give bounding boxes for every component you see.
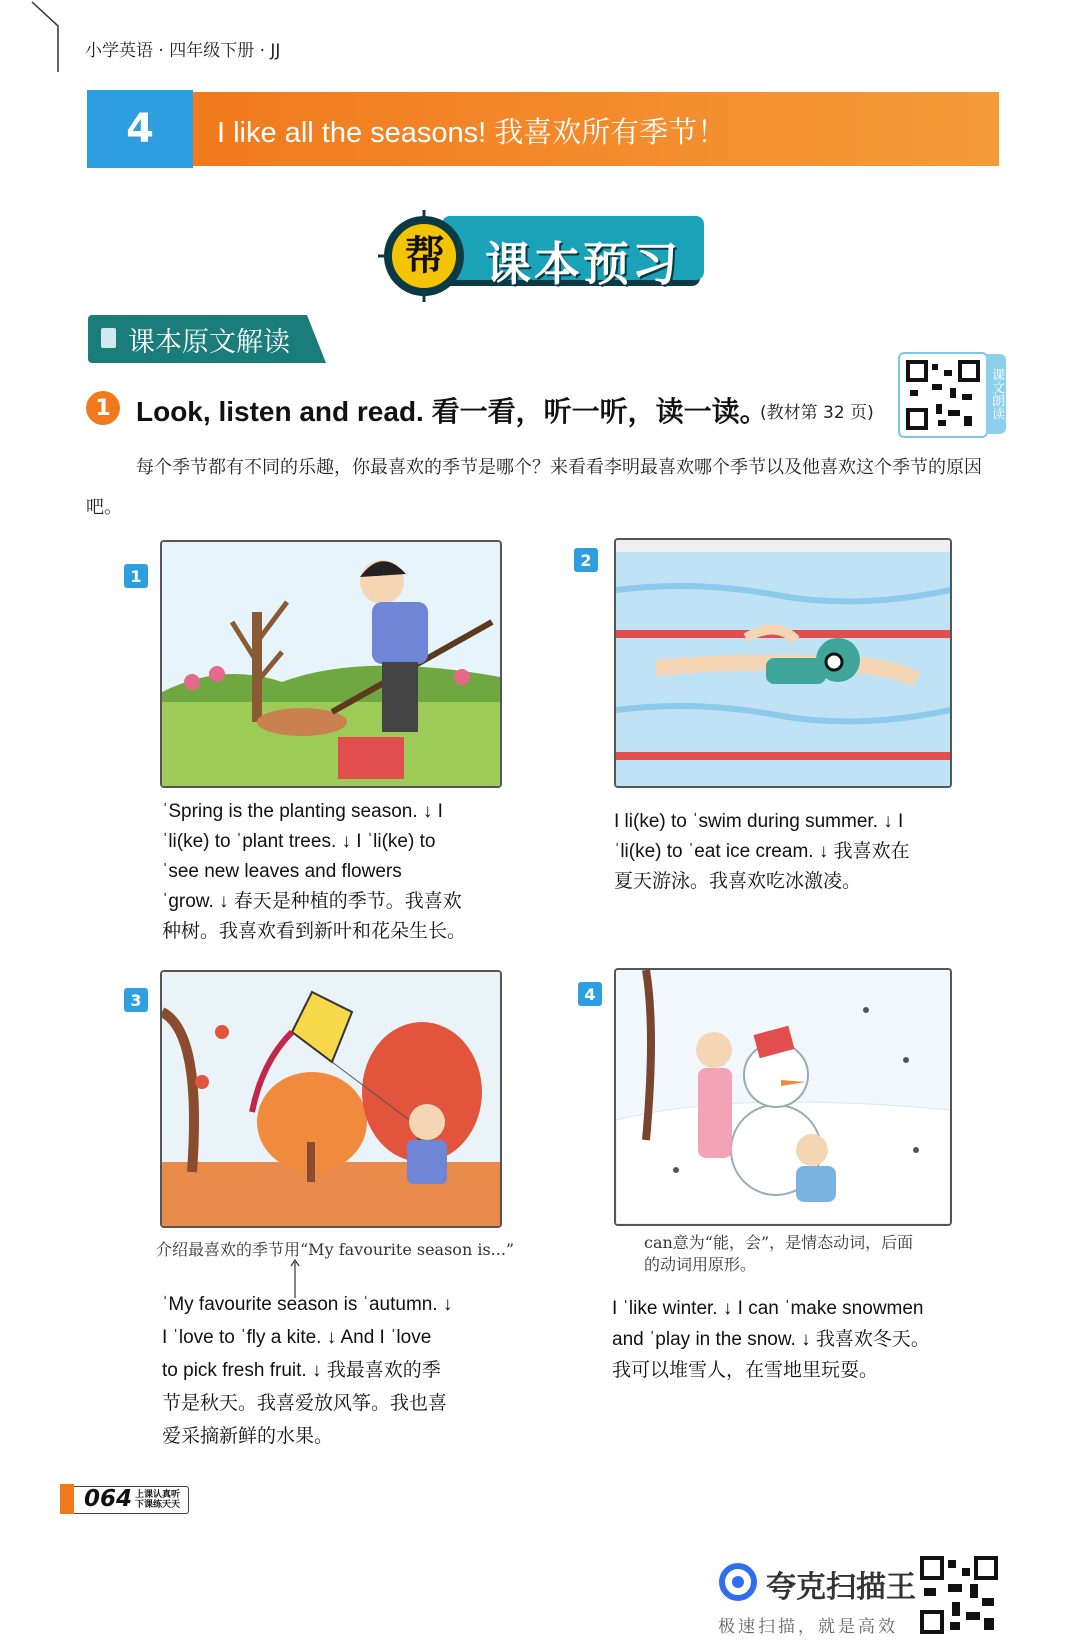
unit-title: I like all the seasons! 我喜欢所有季节！ [217,117,727,149]
textbook-page-ref: (教材第 32 页) [760,403,874,423]
panel-4-line: and ˈplay in the snow. ↓ 我喜欢冬天。 [612,1329,930,1350]
page-slogan [135,1490,180,1510]
panel-3-line: 爱采摘新鲜的水果。 [162,1426,334,1447]
slogan-top: 上课认真听 [135,1490,181,1500]
panel-1-line: ˈSpring is the planting season. ↓ I [162,801,443,822]
panel-number-4: 4 [578,982,602,1006]
panel-3-line: I ˈlove to ˈfly a kite. ↓ And I ˈlove [162,1327,432,1348]
activity-title: Look, listen and read. 看一看，听一听，读一读。 [136,396,768,427]
activity-number: 1 [86,391,120,425]
panel-1-line: 种树。我喜欢看到新叶和花朵生长。 [162,921,467,942]
qr-code-icon[interactable] [898,352,988,438]
panel-4-note: can意为“能，会”，是情态动词，后面的动词用原形。 [644,1233,914,1274]
book-icon [101,328,116,348]
panel-2-line: 夏天游泳。我喜欢吃冰激凌。 [614,871,862,892]
badge-title: 课本预习 [485,237,681,291]
scanner-brand: 夸克扫描王 [766,1570,916,1605]
swimming-illustration [614,538,952,788]
panel-2-line: ˈli(ke) to ˈeat ice cream. ↓ 我喜欢在 [614,841,910,862]
scanner-logo-icon [718,1562,758,1602]
panel-3-line: 节是秋天。我喜爱放风筝。我也喜 [162,1393,448,1414]
snowman-illustration [614,968,952,1226]
panel-number-3: 3 [124,988,148,1012]
panel-number-1: 1 [124,564,148,588]
section-tab-label: 课本原文解读 [128,327,290,358]
panel-3-note: 介绍最喜欢的季节用“My favourite season is...” [156,1240,515,1259]
intro-paragraph: 每个季节都有不同的乐趣，你最喜欢的季节是哪个？来看看李明最喜欢哪个季节以及他喜欢这个季节的原因吧。 [86,457,982,518]
running-header: 小学英语 · 四年级下册 · JJ [85,41,281,61]
panel-1-line: ˈgrow. ↓ 春天是种植的季节。我喜欢 [162,891,462,912]
panel-3-line: ˈMy favourite season is ˈautumn. ↓ [162,1294,453,1315]
flying-kite-illustration [160,970,502,1228]
scanner-slogan: 极速扫描，就是高效 [718,1617,898,1637]
panel-4-line: 我可以堆雪人，在雪地里玩耍。 [612,1360,879,1381]
panel-3-line: to pick fresh fruit. ↓ 我最喜欢的季 [162,1360,441,1381]
slogan-bottom: 下课练天天 [135,1500,181,1510]
unit-number: 4 [87,90,193,168]
panel-4-line: I ˈlike winter. ↓ I can ˈmake snowmen [612,1298,924,1319]
panel-1-line: ˈli(ke) to ˈplant trees. ↓ I ˈli(ke) to [162,831,436,852]
badge-circle-char: 帮 [405,233,445,279]
panel-number-2: 2 [574,548,598,572]
qr-label: 课文朗读 [986,354,1006,434]
panel-2-line: I li(ke) to ˈswim during summer. ↓ I [614,811,904,832]
page-corner-line [30,0,64,72]
page-marker [60,1484,74,1514]
page-number: 064 [84,1486,133,1512]
planting-tree-illustration [160,540,502,788]
qr-code-icon[interactable] [918,1554,1000,1636]
panel-1-line: ˈsee new leaves and flowers [162,861,402,882]
